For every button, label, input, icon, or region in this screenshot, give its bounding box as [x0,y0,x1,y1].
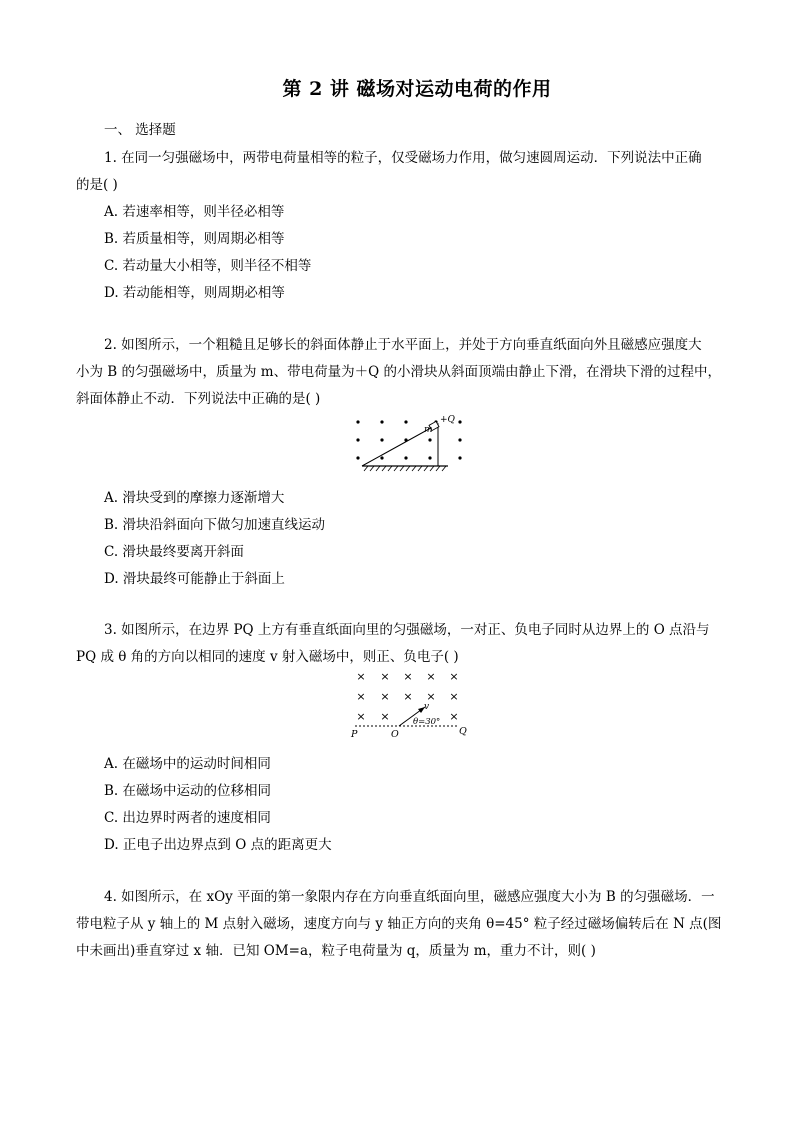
label-q: Q [459,726,467,737]
page-title: 第 2 讲 磁场对运动电荷的作用 [282,78,552,100]
ground-hatch [364,466,446,471]
label-p: P [351,729,358,740]
svg-text:×: × [380,710,390,723]
q3-option-c: C. 出边界时两者的速度相同 [104,810,271,826]
q2-stem-line1: 2. 如图所示，一个粗糙且足够长的斜面体静止于水平面上，并处于方向垂直纸面向外且磁感应强度大 [104,337,702,353]
svg-text:×: × [403,690,413,703]
q2-option-a: A. 滑块受到的摩擦力逐渐增大 [104,490,285,506]
magnetic-field-crosses [356,670,458,723]
q1-option-c: C. 若动量大小相等，则半径不相等 [104,258,312,274]
q3-option-a: A. 在磁场中的运动时间相同 [104,756,271,772]
q1-option-d: D. 若动能相等，则周期必相等 [104,285,285,301]
q3-option-b: B. 在磁场中运动的位移相同 [104,783,272,799]
q2-option-b: B. 滑块沿斜面向下做匀加速直线运动 [104,517,326,533]
svg-text:×: × [449,690,459,703]
label-theta: θ=30° [413,717,441,727]
q2-stem-line3: 斜面体静止不动．下列说法中正确的是( ) [76,391,321,407]
svg-text:×: × [449,670,459,683]
q4-stem-line1: 4. 如图所示，在 xOy 平面的第一象限内存在方向垂直纸面向里，磁感应强度大小为 B 的匀强磁场．一 [104,889,715,905]
svg-text:×: × [426,670,436,683]
label-plus-q: +Q [440,415,455,425]
q2-option-c: C. 滑块最终要离开斜面 [104,544,244,560]
svg-text:×: × [380,670,390,683]
label-v: v [424,702,430,712]
svg-text:×: × [449,710,459,723]
svg-text:×: × [356,690,366,703]
svg-text:×: × [426,690,436,703]
q3-stem-line2: PQ 成 θ 角的方向以相同的速度 v 射入磁场中，则正、负电子( ) [76,649,459,665]
q3-option-d: D. 正电子出边界点到 O 点的距离更大 [104,837,332,853]
q1-option-b: B. 若质量相等，则周期必相等 [104,231,285,247]
q2-option-d: D. 滑块最终可能静止于斜面上 [104,571,285,587]
svg-text:×: × [403,670,413,683]
q4-stem-line3: 中未画出)垂直穿过 x 轴．已知 OM=a，粒子电荷量为 q，质量为 m，重力不计，则( ) [76,943,596,959]
q1-stem-line1: 1. 在同一匀强磁场中，两带电荷量相等的粒子，仅受磁场力作用，做匀速圆周运动．下列说法中正确 [104,150,702,166]
label-o: O [391,729,399,740]
svg-text:×: × [356,670,366,683]
q3-boundary-figure [345,664,475,740]
q1-option-a: A. 若速率相等，则半径必相等 [104,204,285,220]
svg-text:×: × [356,710,366,723]
svg-text:×: × [380,690,390,703]
q1-stem-line2: 的是( ) [76,177,118,193]
q3-stem-line1: 3. 如图所示，在边界 PQ 上方有垂直纸面向里的匀强磁场，一对正、负电子同时从边界上的 O 点沿与 [104,622,710,638]
label-m: m [424,425,433,435]
q2-incline-figure [350,410,470,480]
q4-stem-line2: 带电粒子从 y 轴上的 M 点射入磁场，速度方向与 y 轴正方向的夹角 θ=45° 粒子经过磁场偏转后在 N 点(图 [76,916,722,932]
q2-stem-line2: 小为 B 的匀强磁场中，质量为 m、带电荷量为＋Q 的小滑块从斜面顶端由静止下滑，在滑块下滑的过程中， [76,364,721,380]
section-heading: 一、 选择题 [104,122,176,138]
